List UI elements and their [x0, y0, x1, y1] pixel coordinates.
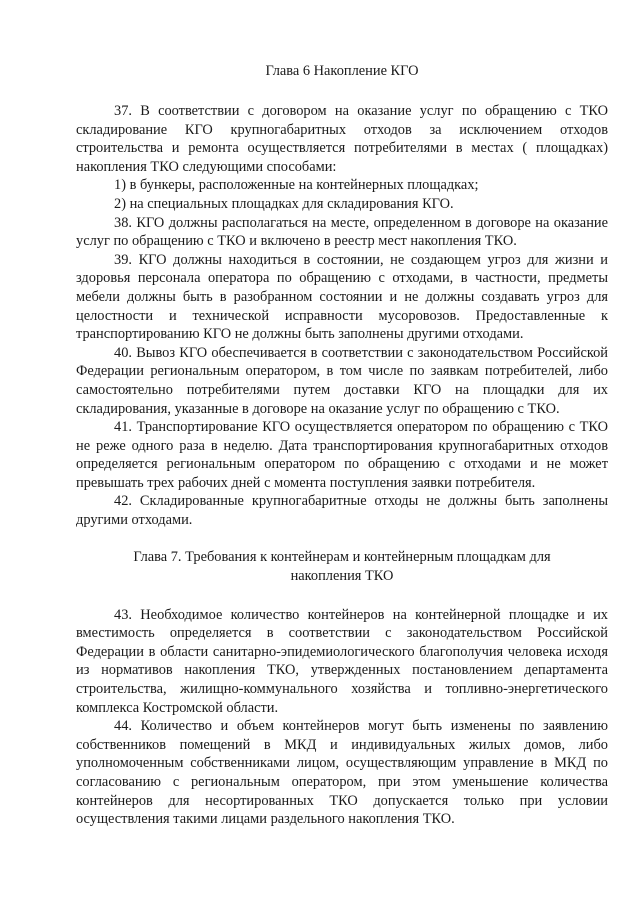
paragraph-42: 42. Складированные крупногабаритные отходы не должны быть заполнены другими отходами.: [76, 493, 608, 529]
chapter-6-title: Глава 6 Накопление КГО: [265, 63, 419, 79]
chapter-7-title-line-1: Глава 7. Требования к контейнерам и контейнерным площадкам для: [133, 548, 551, 565]
paragraph-43: 43. Необходимое количество контейнеров на контейнерной площадке и их вместимость определяется в соответствии с законодательством Российской Федерации в области санитарно-эпидемиологического благополучия человека исходя из нормативов накопления ТКО, утвержденных постановлением департамента строительства, жилищно-коммунального хозяйства и топливно-энергетического комплекса Костромской области.: [76, 606, 608, 716]
paragraph-40: 40. Вывоз КГО обеспечивается в соответствии с законодательством Российской Федерации региональным оператором, в том числе по заявкам потребителей, либо самостоятельно потребителями путем доставки КГО на площадки для их складирования, указанные в договоре на оказание услуг по обращению с ТКО.: [76, 344, 608, 417]
paragraph-37-item-2: 2) на специальных площадках для складирования КГО.: [114, 195, 454, 212]
paragraph-39: 39. КГО должны находиться в состоянии, не создающем угроз для жизни и здоровья персонала оператора по обращению с отходами, в частности, предметы мебели должны быть в разобранном состоянии и не должны создавать угроз для целостности и технической исправности мусоровозов. Предоставленные к транспортированию КГО не должны быть заполнены другими отходами.: [76, 251, 608, 343]
paragraph-37-item-1: 1) в бункеры, расположенные на контейнерных площадках;: [114, 177, 479, 194]
paragraph-38: 38. КГО должны располагаться на месте, определенном в договоре на оказание услуг по обращению с ТКО и включено в реестр мест накопления ТКО.: [76, 214, 608, 250]
paragraph-41: 41. Транспортирование КГО осуществляется оператором по обращению с ТКО не реже одного раза в неделю. Дата транспортирования крупногабаритных отходов определяется региональным оператором по обращению с отходами и не может превышать трех рабочих дней с момента поступления заявки потребителя.: [76, 419, 608, 491]
chapter-7-title-line-2: накопления ТКО: [290, 567, 394, 584]
document-body: [76, 62, 608, 829]
paragraph-44: 44. Количество и объем контейнеров могут быть изменены по заявлению собственников помещений в МКД и индивидуальных жилых домов, либо уполномоченным собственниками лицом, осуществляющим управление в МКД по согласованию с региональным оператором, при этом уменьшение количества контейнеров для несортированных ТКО допускается только при условии осуществления такими лицами раздельного накопления ТКО.: [76, 718, 608, 828]
paragraph-37: 37. В соответствии с договором на оказание услуг по обращению с ТКО складирование КГО крупногабаритных отходов за исключением отходов строительства и ремонта осуществляется потребителями в местах ( площадках) накопления ТКО следующими способами:: [76, 103, 608, 175]
chapter-7-title: [76, 548, 608, 586]
